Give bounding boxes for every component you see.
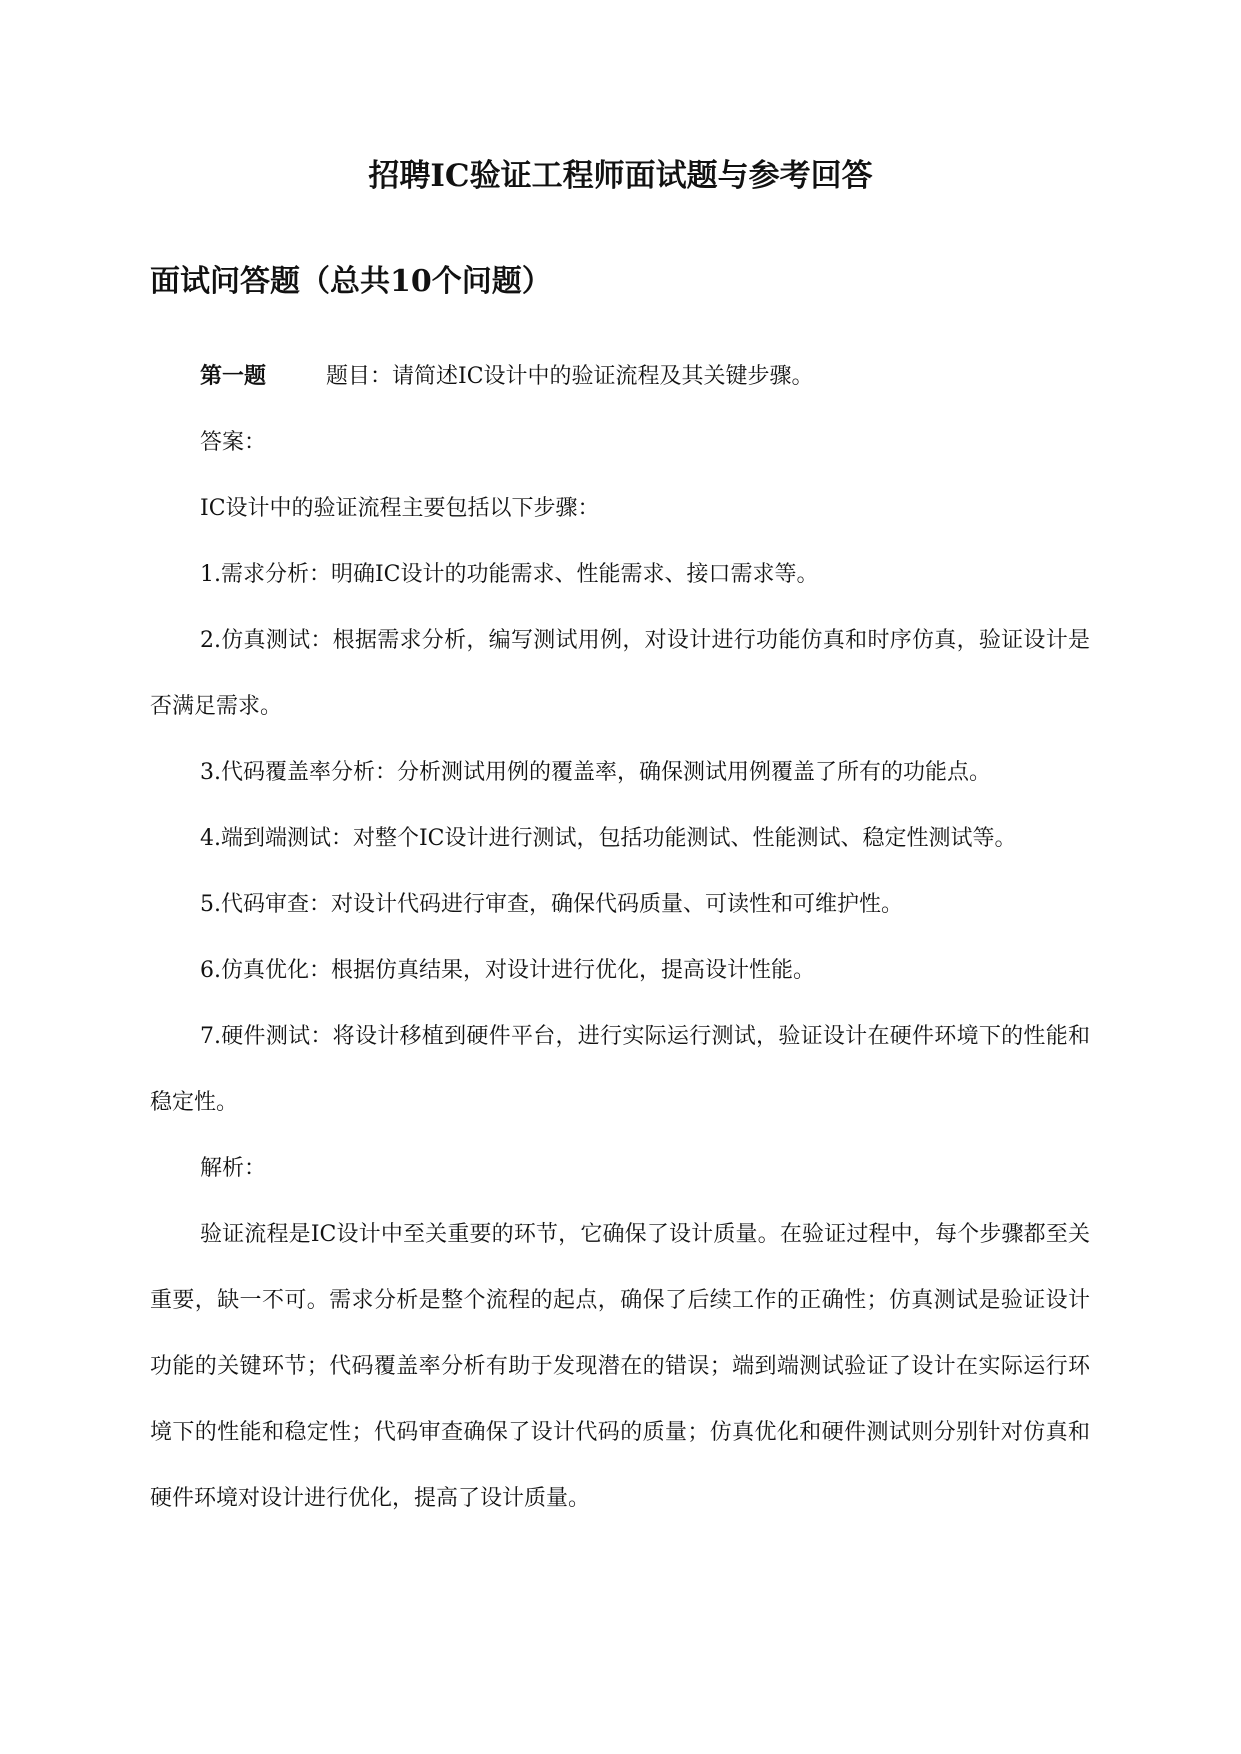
answer-intro: IC设计中的验证流程主要包括以下步骤：: [200, 496, 600, 521]
analysis-text: 验证流程是IC设计中至关重要的环节，它确保了设计质量。在验证过程中，每个步骤都至关重要，缺一不可。需求分析是整个流程的起点，确保了后续工作的正确性；仿真测试是验证设计功能的关键环节；代码覆盖率分析有助于发现潜在的错误；端到端测试验证了设计在实际运行环境下的性能和稳定性；代码审查确保了设计代码的质量；仿真优化和硬件测试则分别针对仿真和硬件环境对设计进行优化，提高了设计质量。: [150, 1222, 1090, 1511]
answer-step-6: 6.仿真优化：根据仿真结果，对设计进行优化，提高设计性能。: [200, 958, 815, 983]
answer-step-4: 4.端到端测试：对整个IC设计进行测试，包括功能测试、性能测试、稳定性测试等。: [200, 826, 1017, 851]
answer-step-3: 3.代码覆盖率分析：分析测试用例的覆盖率，确保测试用例覆盖了所有的功能点。: [200, 760, 991, 785]
answer-label: 答案：: [200, 430, 267, 455]
analysis-label: 解析：: [200, 1156, 267, 1181]
question-label: 第一题: [200, 363, 267, 389]
answer-step-1: 1.需求分析：明确IC设计的功能需求、性能需求、接口需求等。: [200, 562, 819, 587]
answer-step-5: 5.代码审查：对设计代码进行审查，确保代码质量、可读性和可维护性。: [200, 892, 903, 917]
section-title: 面试问答题（总共10个问题）: [150, 264, 552, 299]
question-row: [150, 343, 1090, 410]
document-title: 招聘IC验证工程师面试题与参考回答: [368, 158, 873, 194]
answer-step-7: 7.硬件测试：将设计移植到硬件平台，进行实际运行测试，验证设计在硬件环境下的性能和稳定性。: [150, 1024, 1090, 1115]
answer-step-2: 2.仿真测试：根据需求分析，编写测试用例，对设计进行功能仿真和时序仿真，验证设计是否满足需求。: [150, 628, 1090, 719]
question-prompt: 题目：请简述IC设计中的验证流程及其关键步骤。: [326, 364, 814, 389]
document-body: [150, 343, 1090, 1532]
